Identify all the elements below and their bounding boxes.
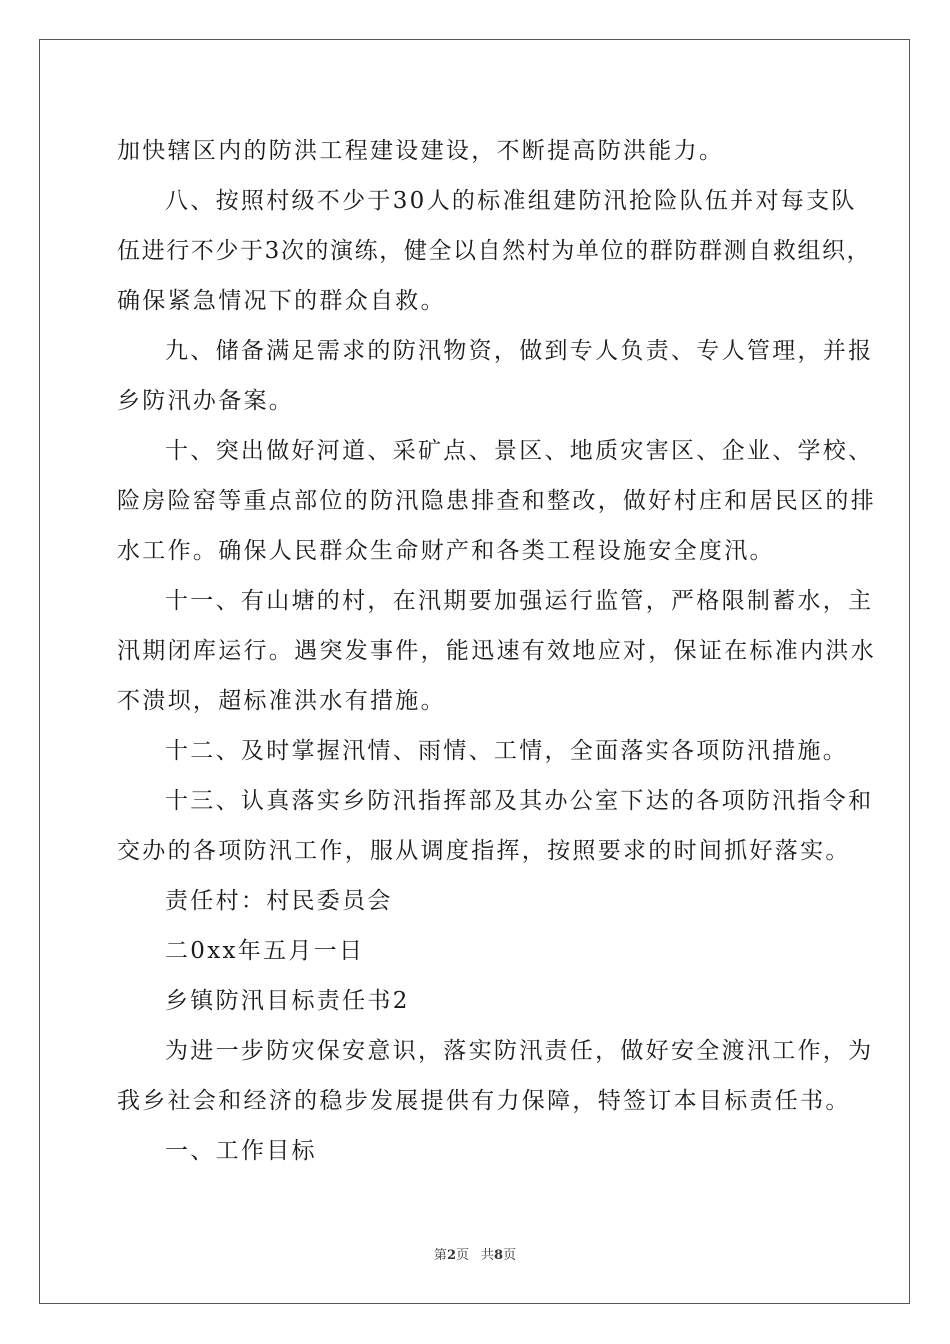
text-line: 十二、及时掌握汛情、雨情、工情，全面落实各项防汛措施。: [165, 738, 849, 764]
page-footer: [0, 1246, 950, 1266]
text-line: 八、按照村级不少于30人的标准组建防汛抢险队伍并对每支队: [165, 188, 857, 214]
total-suffix: 页: [503, 1248, 517, 1263]
page-total: 8: [494, 1248, 504, 1263]
text-line: 九、储备满足需求的防汛物资，做到专人负责、专人管理，并报: [165, 338, 874, 364]
date-line: 二0xx年五月一日: [165, 938, 365, 964]
section-title: 乡镇防汛目标责任书2: [165, 988, 410, 1014]
text-line: 加快辖区内的防洪工程建设建设，不断提高防洪能力。: [117, 138, 725, 164]
text-line: 乡防汛办备案。: [117, 388, 295, 414]
text-line: 伍进行不少于3次的演练，健全以自然村为单位的群防群测自救组织，: [117, 238, 872, 264]
text-line: 确保紧急情况下的群众自救。: [117, 288, 446, 314]
text-line: 水工作。确保人民群众生命财产和各类工程设施安全度汛。: [117, 538, 775, 564]
page-prefix: 第: [433, 1248, 447, 1263]
text-line: 我乡社会和经济的稳步发展提供有力保障，特签订本目标责任书。: [117, 1088, 851, 1114]
text-line: 十三、认真落实乡防汛指挥部及其办公室下达的各项防汛指令和: [165, 788, 874, 814]
text-line: 为进一步防灾保安意识，落实防汛责任，做好安全渡汛工作，为: [165, 1038, 874, 1064]
text-line: 汛期闭库运行。遇突发事件，能迅速有效地应对，保证在标准内洪水: [117, 638, 876, 664]
page-current: 2: [446, 1248, 456, 1263]
total-prefix: 共: [481, 1248, 495, 1263]
text-line: 险房险窑等重点部位的防汛隐患排查和整改，做好村庄和居民区的排: [117, 488, 876, 514]
signature-line: 责任村：村民委员会: [165, 888, 393, 914]
document-body: [117, 126, 876, 1176]
text-line: 交办的各项防汛工作，服从调度指挥，按照要求的时间抓好落实。: [117, 838, 851, 864]
text-line: 十一、有山塘的村，在汛期要加强运行监管，严格限制蓄水，主: [165, 588, 874, 614]
text-line: 十、突出做好河道、采矿点、景区、地质灾害区、企业、学校、: [165, 438, 874, 464]
section-heading: 一、工作目标: [165, 1138, 317, 1164]
page-suffix: 页: [455, 1248, 469, 1263]
text-line: 不溃坝，超标准洪水有措施。: [117, 688, 446, 714]
